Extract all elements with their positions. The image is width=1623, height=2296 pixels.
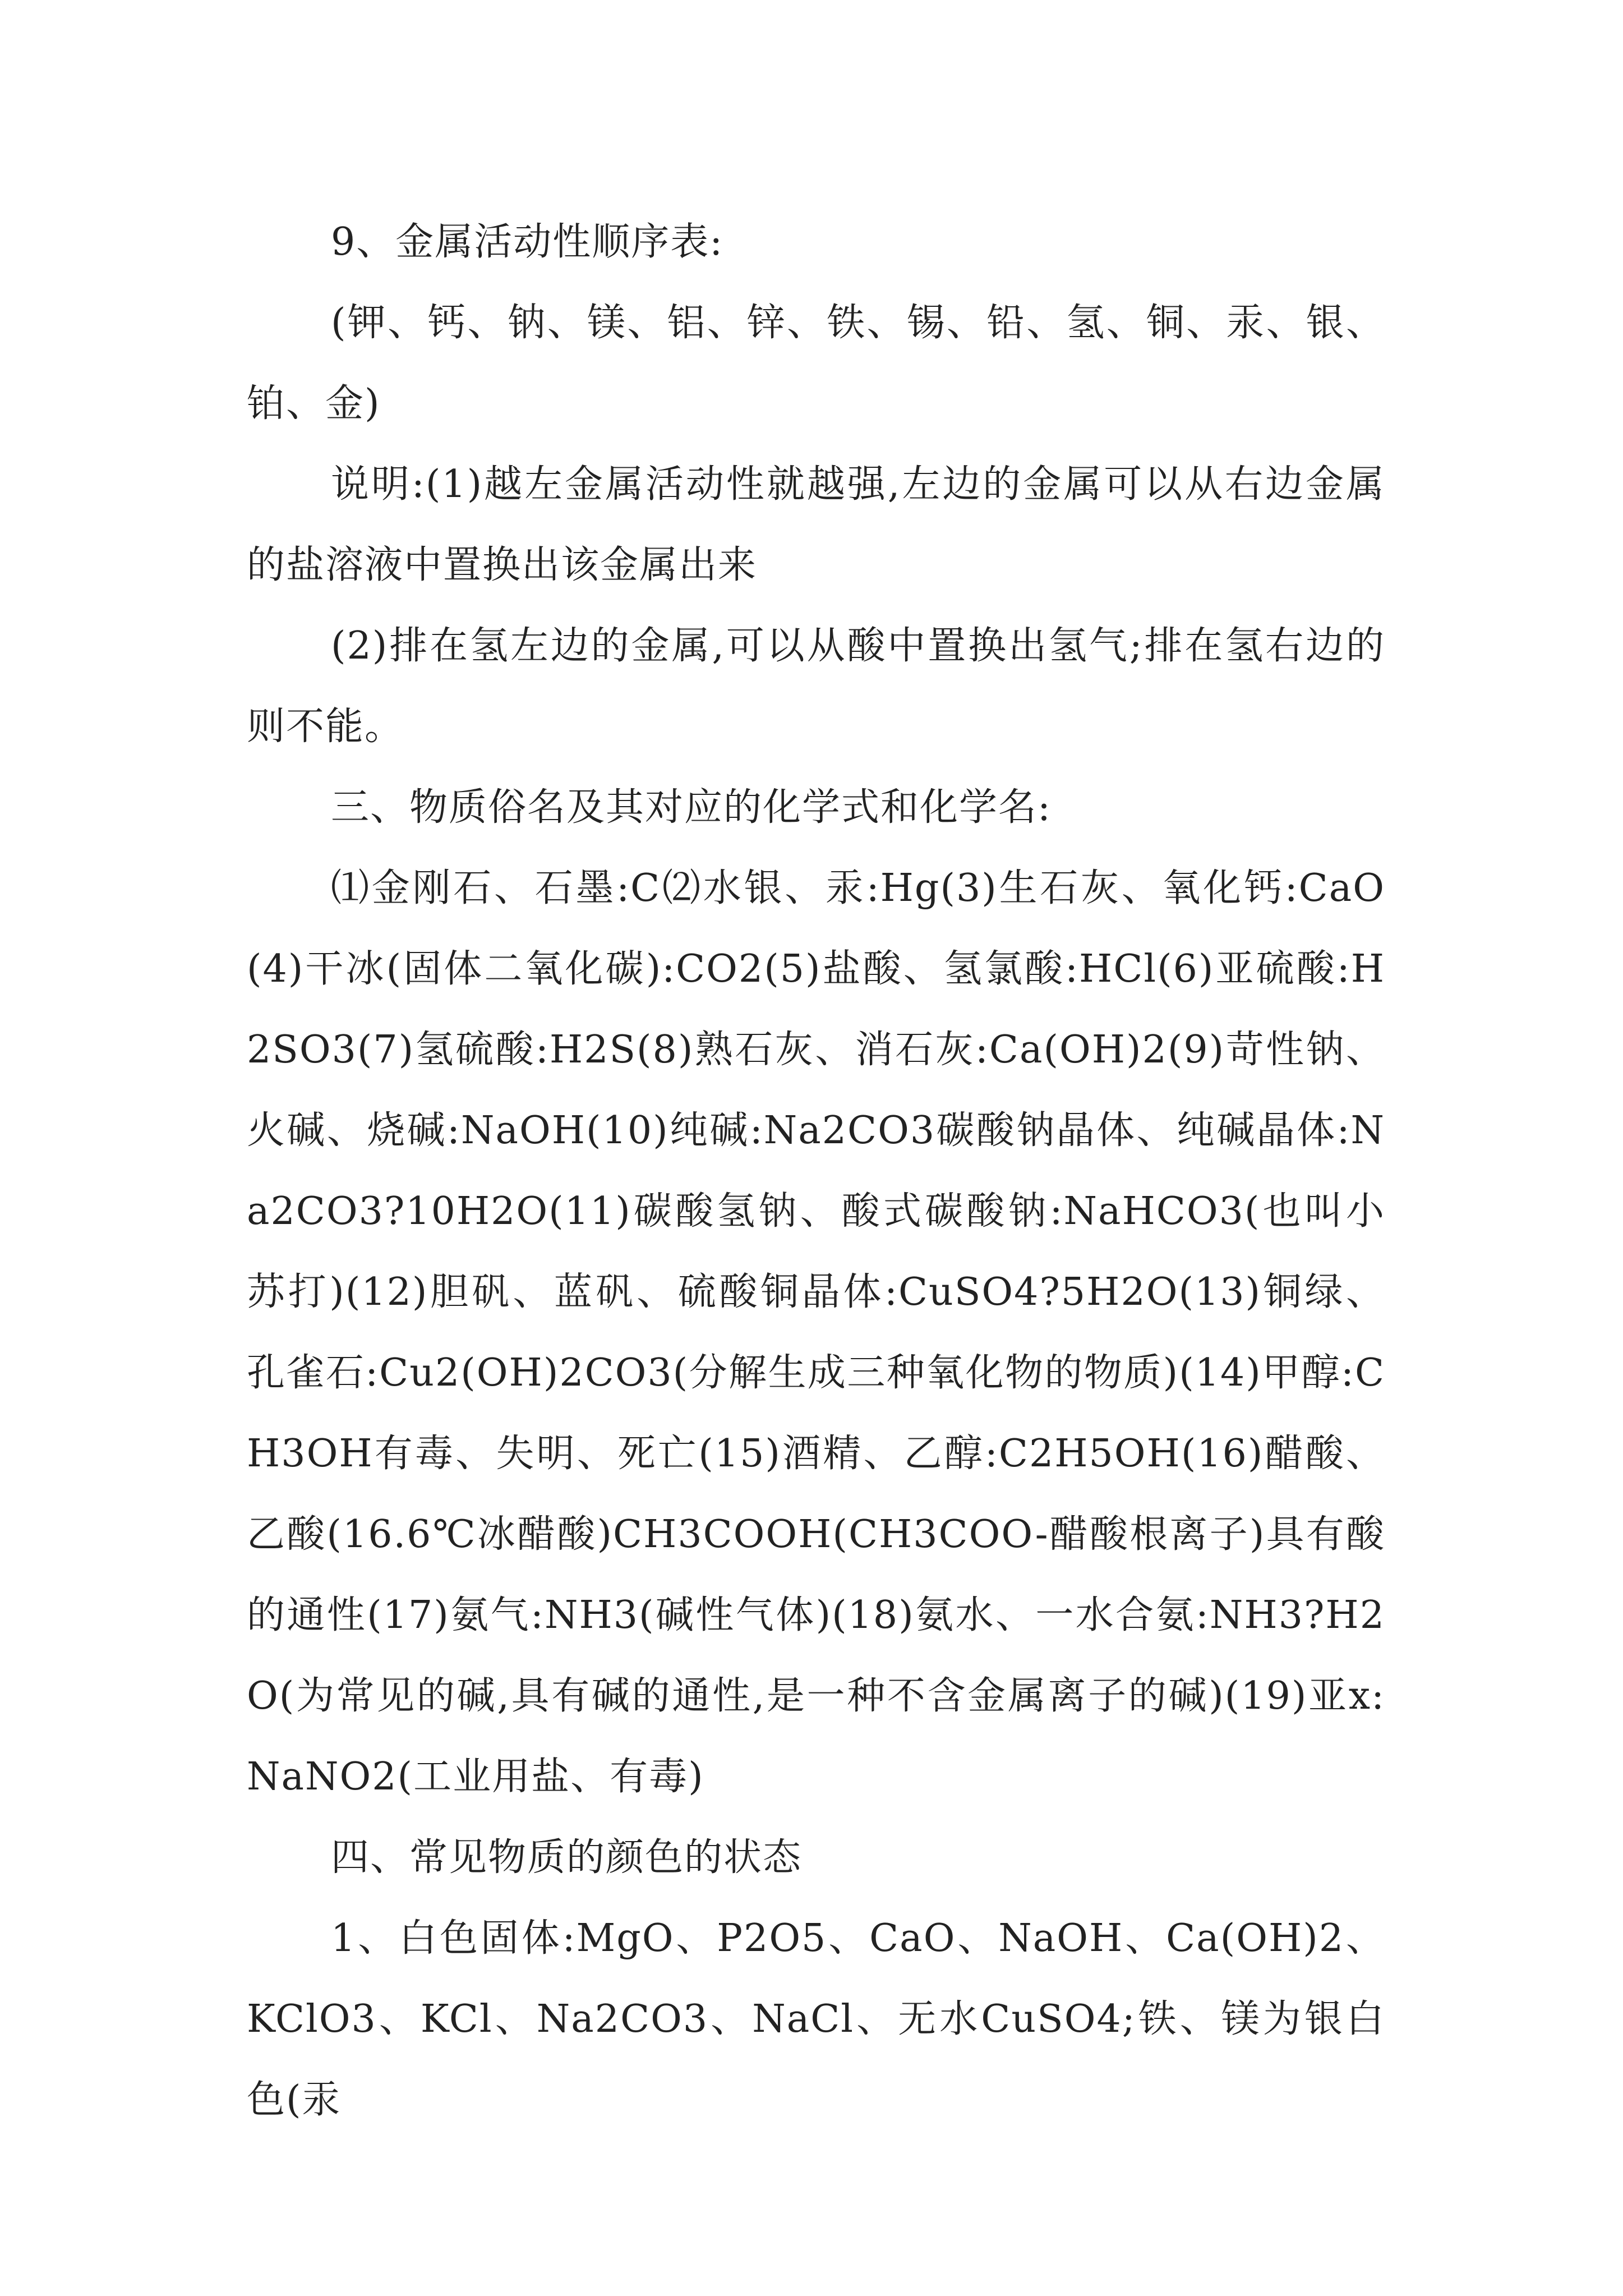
note-1: 说明:(1)越左金属活动性就越强,左边的金属可以从右边金属的盐溶液中置换出该金属出来 [247,462,1385,587]
heading-metal-activity-series: 9、金属活动性顺序表: [331,220,724,264]
metal-activity-list: (钾、钙、钠、镁、铝、锌、铁、锡、铅、氢、铜、汞、银、铂、金) [247,301,1385,426]
common-names-list: ⑴金刚石、石墨:C⑵水银、汞:Hg(3)生石灰、氧化钙:CaO(4)干冰(固体二氧化碳):CO2(5)盐酸、氢氯酸:HCl(6)亚硫酸:H2SO3(7)氢硫酸:H2S(8)熟石灰、消石灰:Ca(OH)2(9)苛性钠、火碱、烧碱:NaOH(10)纯碱:Na2CO3碳酸钠晶体、纯碱晶体:Na2CO3?10H2O(11)碳酸氢钠、酸式碳酸钠:NaHCO3(也叫小苏打)(12)胆矾、蓝矾、硫酸铜晶体:CuSO4?5H2O(13)铜绿、孔雀石:Cu2(OH)2CO3(分解生成三种氧化物的物质)(14)甲醇:CH3OH有毒、失明、死亡(15)酒精、乙醇:C2H5OH(16)醋酸、乙酸(16.6℃冰醋酸)CH3COOH(CH3COO-醋酸根离子)具有酸的通性(17)氨气:NH3(碱性气体)(18)氨水、一水合氨:NH3?H2O(为常见的碱,具有碱的通性,是一种不含金属离子的碱)(19)亚x:NaNO2(工业用盐、有毒) [247,866,1385,1799]
document-body [247,202,1385,2141]
white-solids: 1、白色固体:MgO、P2O5、CaO、NaOH、Ca(OH)2、KClO3、KCl、Na2CO3、NaCl、无水CuSO4;铁、镁为银白色(汞 [247,1916,1385,2122]
heading-common-names: 三、物质俗名及其对应的化学式和化学名: [331,785,1052,830]
heading-colors-states: 四、常见物质的颜色的状态 [331,1835,803,1880]
note-2: (2)排在氢左边的金属,可以从酸中置换出氢气;排在氢右边的则不能。 [247,624,1385,749]
